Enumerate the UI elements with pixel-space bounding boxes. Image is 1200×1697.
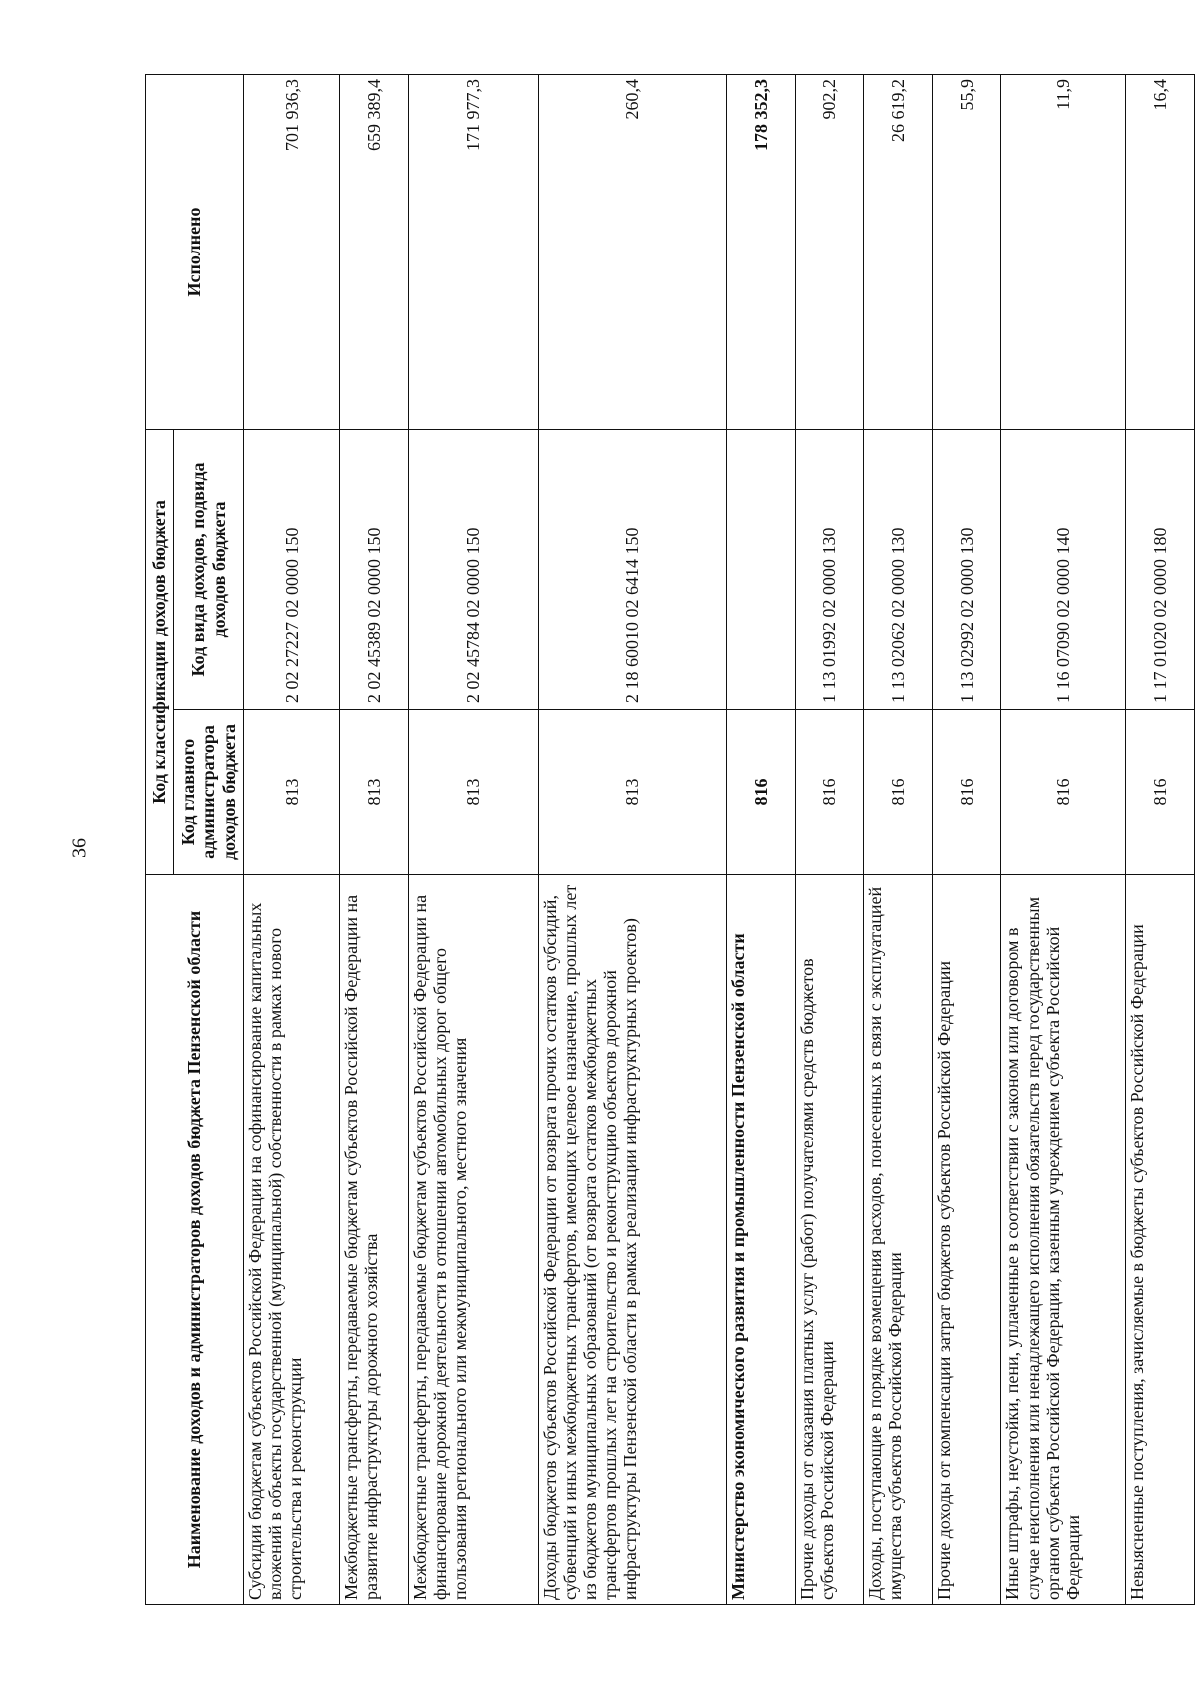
row-income-code-cell: 2 02 27227 02 0000 150 xyxy=(244,429,340,709)
table-row xyxy=(932,74,1001,1604)
table-row xyxy=(727,74,796,1604)
row-admin-code-cell: 816 xyxy=(795,710,864,875)
row-admin-code-cell: 813 xyxy=(340,710,409,875)
header-name: Наименование доходов и администраторов доходов бюджета Пензенской области xyxy=(146,875,244,1605)
header-income-code: Код вида доходов, подвида доходов бюджета xyxy=(174,429,244,709)
row-income-code-cell: 1 16 07090 02 0000 140 xyxy=(1001,429,1126,709)
row-admin-code-cell: 816 xyxy=(1126,710,1195,875)
header-admin-code: Код главного администратора доходов бюджета xyxy=(174,710,244,875)
page-number: 36 xyxy=(68,838,91,858)
header-classification: Код классификации доходов бюджета xyxy=(146,429,174,874)
row-name-cell: Иные штрафы, неустойки, пени, уплаченные в соответствии с законом или договором в случае неисполнения или ненадлежащего исполнения обязательств перед государственным органом субъекта Российской Федерации, казенным учреждением субъекта Российской Федерации xyxy=(1001,875,1126,1605)
row-income-code-cell: 1 17 01020 02 0000 180 xyxy=(1126,429,1195,709)
row-admin-code-cell: 816 xyxy=(727,710,796,875)
row-income-code-cell: 2 02 45389 02 0000 150 xyxy=(340,429,409,709)
table-row xyxy=(538,74,727,1604)
row-income-code-cell xyxy=(727,429,796,709)
header-executed: Исполнено xyxy=(146,74,244,429)
table-row xyxy=(864,74,933,1604)
row-income-code-cell: 2 02 45784 02 0000 150 xyxy=(408,429,538,709)
table-row xyxy=(795,74,864,1604)
row-name-cell: Прочие доходы от компенсации затрат бюджетов субъектов Российской Федерации xyxy=(932,875,1001,1605)
row-admin-code-cell: 813 xyxy=(538,710,727,875)
row-income-code-cell: 2 18 60010 02 6414 150 xyxy=(538,429,727,709)
row-name-cell: Министерство экономического развития и промышленности Пензенской области xyxy=(727,875,796,1605)
row-executed-cell: 701 936,3 xyxy=(244,74,340,429)
row-name-cell: Прочие доходы от оказания платных услуг (работ) получателями средств бюджетов субъектов Российской Федерации xyxy=(795,875,864,1605)
row-admin-code-cell: 816 xyxy=(864,710,933,875)
table-row xyxy=(244,74,340,1604)
row-name-cell: Доходы, поступающие в порядке возмещения расходов, понесенных в связи с эксплуатацией имущества субъектов Российской Федерации xyxy=(864,875,933,1605)
row-admin-code-cell: 813 xyxy=(244,710,340,875)
rotated-table-wrapper xyxy=(145,75,1195,1605)
row-name-cell: Межбюджетные трансферты, передаваемые бюджетам субъектов Российской Федерации на развитие инфраструктуры дорожного хозяйства xyxy=(340,875,409,1605)
row-executed-cell: 11,9 xyxy=(1001,74,1126,429)
row-income-code-cell: 1 13 01992 02 0000 130 xyxy=(795,429,864,709)
row-income-code-cell: 1 13 02992 02 0000 130 xyxy=(932,429,1001,709)
row-executed-cell: 55,9 xyxy=(932,74,1001,429)
row-executed-cell: 902,2 xyxy=(795,74,864,429)
table-row xyxy=(340,74,409,1604)
row-executed-cell: 171 977,3 xyxy=(408,74,538,429)
row-name-cell: Субсидии бюджетам субъектов Российской Федерации на софинансирование капитальных вложений в объекты государственной (муниципальной) собственности в рамках нового строительства и реконструкции xyxy=(244,875,340,1605)
row-executed-cell: 16,4 xyxy=(1126,74,1195,429)
row-admin-code-cell: 813 xyxy=(408,710,538,875)
table-row xyxy=(1126,74,1195,1604)
row-name-cell: Доходы бюджетов субъектов Российской Федерации от возврата прочих остатков субсидий, субвенций и иных межбюджетных трансфертов, имеющих целевое назначение, прошлых лет из бюджетов муниципальных образований (от возврата остатков межбюджетных трансфертов прошлых лет на строительство и реконструкцию объектов дорожной инфраструктуры Пензенской области в рамках реализации инфраструктурных проектов) xyxy=(538,875,727,1605)
table-row xyxy=(1001,74,1126,1604)
row-executed-cell: 260,4 xyxy=(538,74,727,429)
budget-income-table xyxy=(145,74,1195,1605)
row-executed-cell: 26 619,2 xyxy=(864,74,933,429)
row-executed-cell: 659 389,4 xyxy=(340,74,409,429)
row-admin-code-cell: 816 xyxy=(932,710,1001,875)
table-body xyxy=(244,74,1195,1604)
row-name-cell: Невыясненные поступления, зачисляемые в бюджеты субъектов Российской Федерации xyxy=(1126,875,1195,1605)
row-admin-code-cell: 816 xyxy=(1001,710,1126,875)
row-executed-cell: 178 352,3 xyxy=(727,74,796,429)
row-income-code-cell: 1 13 02062 02 0000 130 xyxy=(864,429,933,709)
row-name-cell: Межбюджетные трансферты, передаваемые бюджетам субъектов Российской Федерации на финансирование дорожной деятельности в отношении автомобильных дорог общего пользования регионального или межмуниципального, местного значения xyxy=(408,875,538,1605)
table-row xyxy=(408,74,538,1604)
